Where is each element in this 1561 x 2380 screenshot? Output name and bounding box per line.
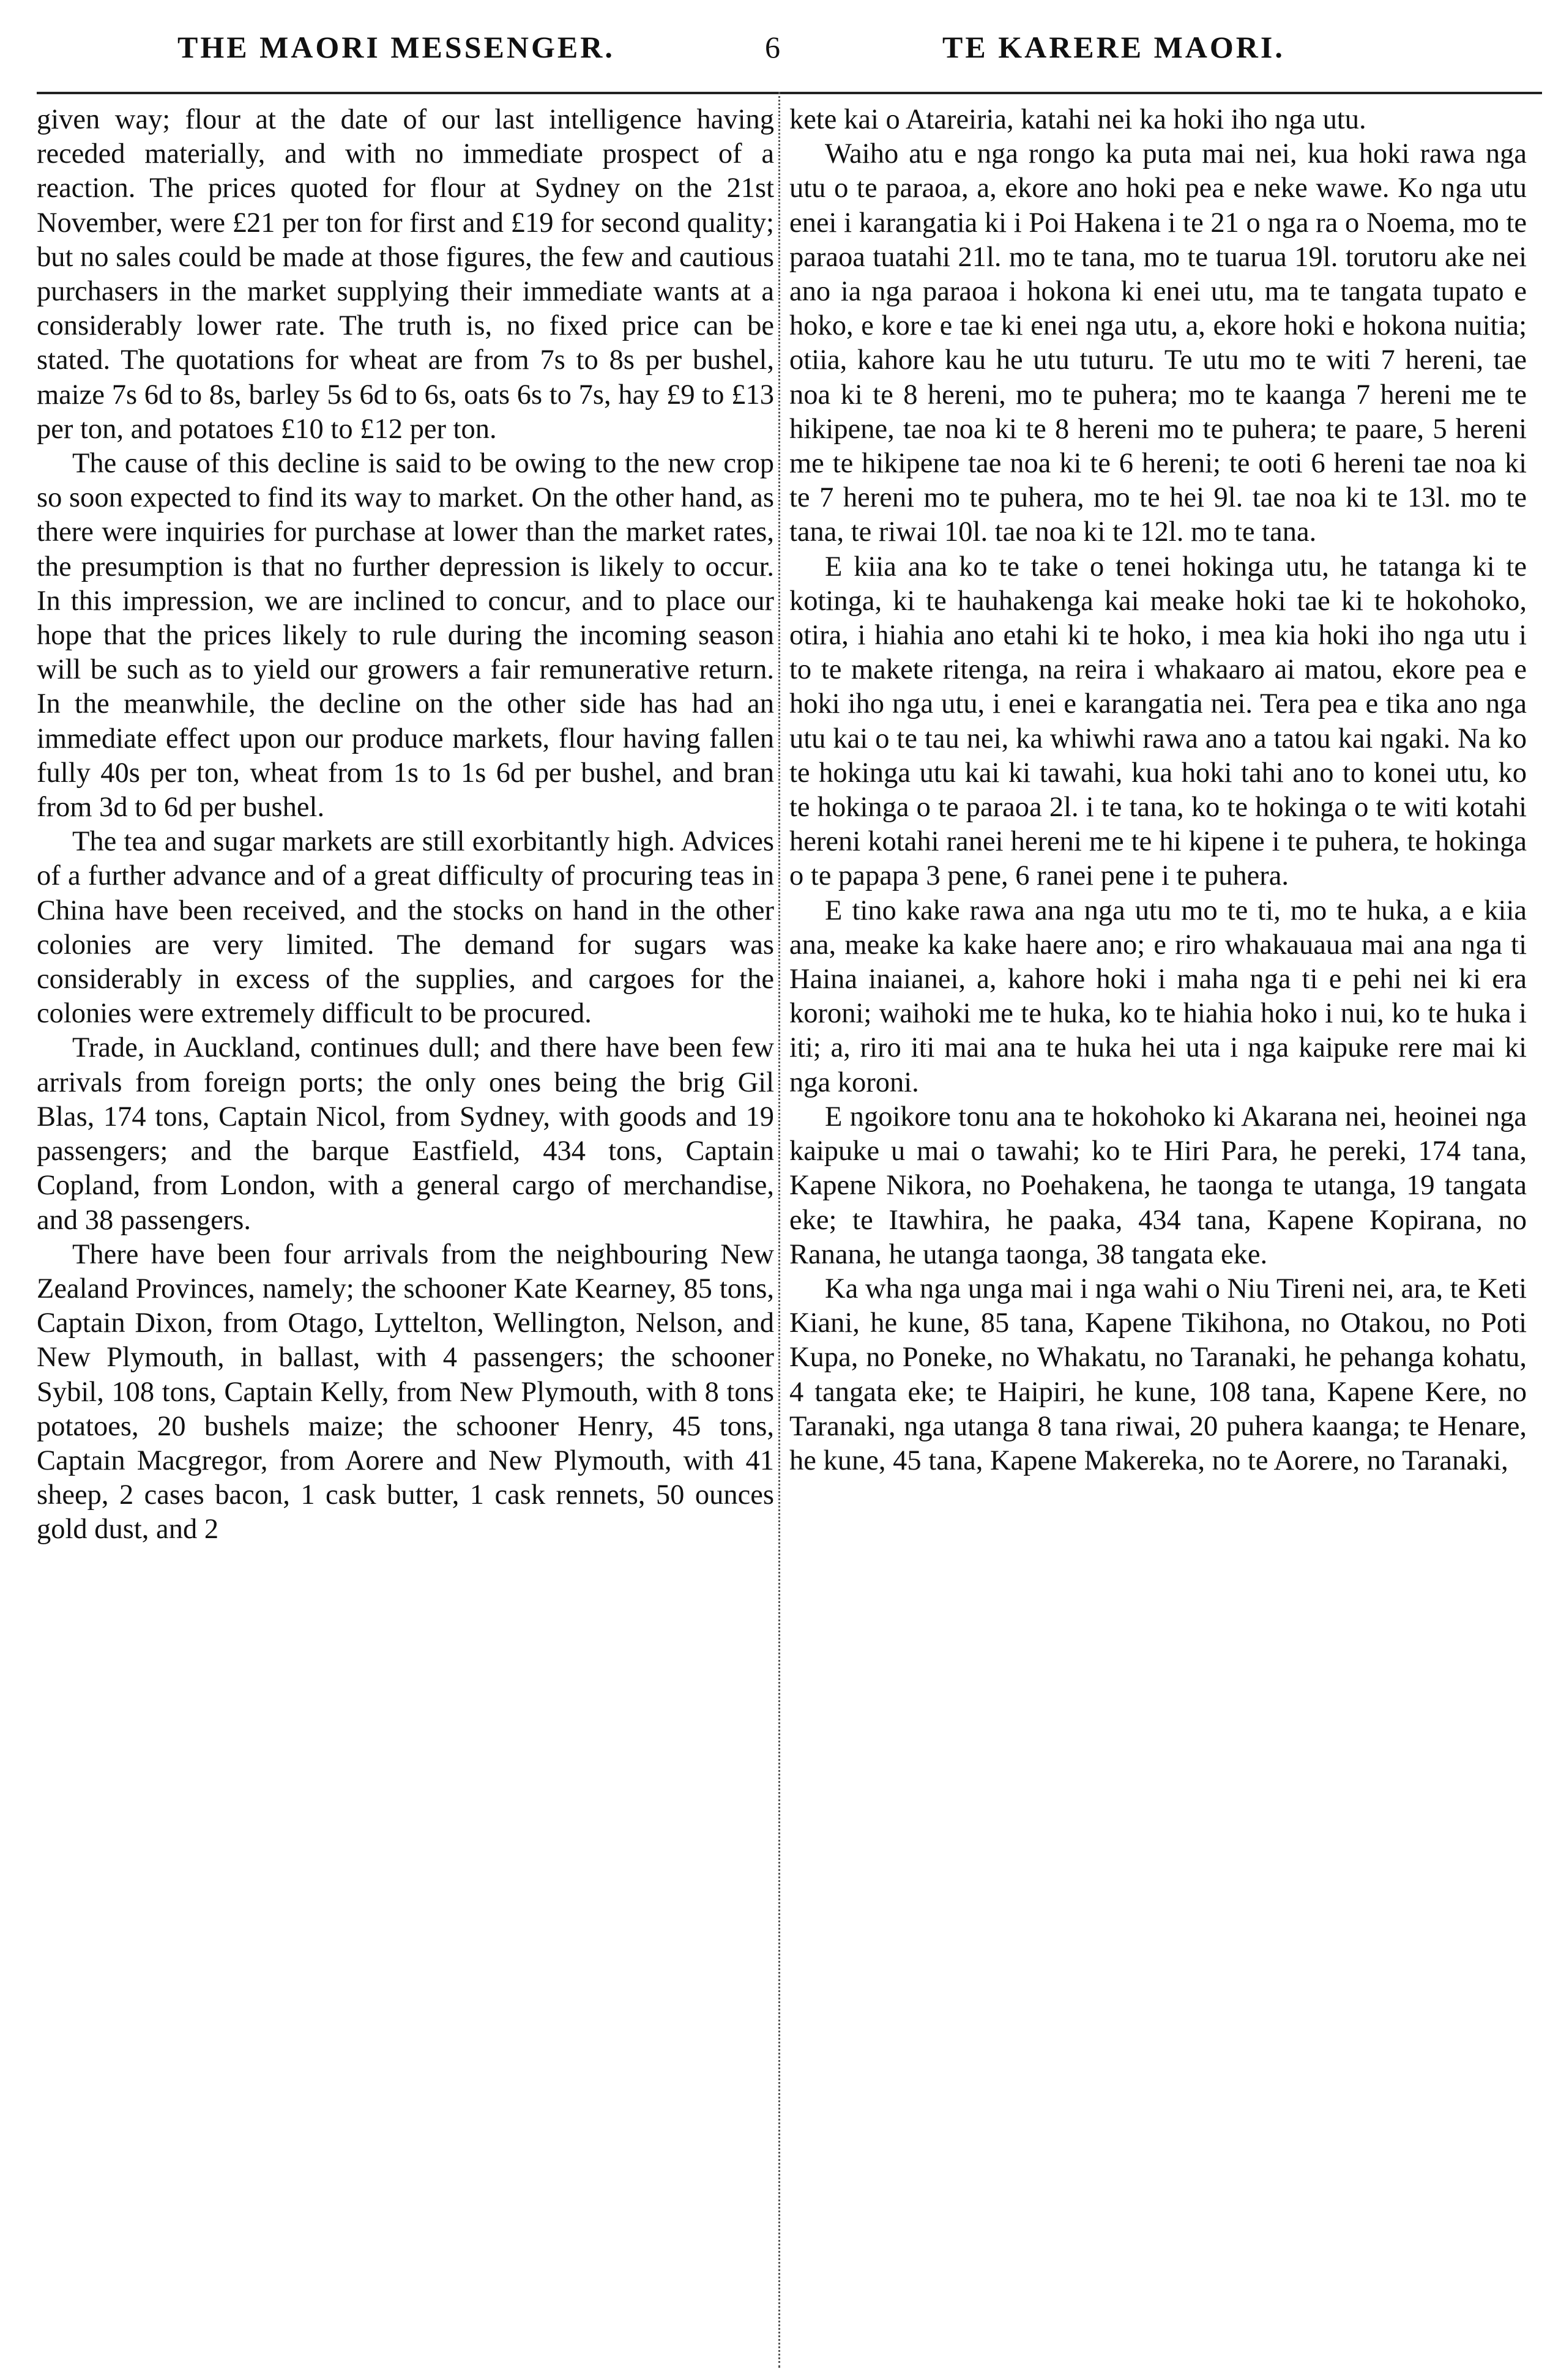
english-paragraph: given way; flour at the date of our last intelligence having receded materially, and with no immediate prospect of a reaction. The prices quoted for flour at Sydney on the 21st November, were £21 per ton for first and £19 for second quality; but no sales could be made at those figures, the few and cautious purchasers in the market supplying their immediate wants at a considerably lower rate. The truth is, no fixed price can be stated. The quotations for wheat are from 7s to 8s per bushel, maize 7s 6d to 8s, barley 5s 6d to 6s, oats 6s to 7s, hay £9 to £13 per ton, and potatoes £10 to £12 per ton. xyxy=(37,104,774,445)
maori-paragraph: E tino kake rawa ana nga utu mo te ti, mo te huka, a e kiia ana, meake ka kake haere ano; e riro whakauaua mai ana nga ti Haina inaianei, a, kahore hoki i maha nga ti e pehi nei ki era koroni; waihoki me te huka, ko te hiahia hoko i nui, ko te huka i iti; a, riro iti mai ana te huka hei uta i nga kaipuke rere mai ki nga koroni. xyxy=(789,894,1527,1098)
english-masthead: THE MAORI MESSENGER. xyxy=(177,30,615,64)
maori-paragraph: kete kai o Atareiria, katahi nei ka hoki iho nga utu. xyxy=(789,104,1366,135)
maori-paragraph: Waiho atu e nga rongo ka puta mai nei, kua hoki rawa nga utu o te paraoa, a, ekore ano hoki pea e neke wawe. Ko nga utu enei i karangatia ki i Poi Hakena i te 21 o nga ra o Noema, mo te paraoa tuatahi 21l. mo te tana, mo te tuarua 19l. torutoru ake nei ano ia nga paraoa i hokona ki enei utu, ma te tangata tupato e hoko, e kore e tae ki enei nga utu, a, ekore hoki e hokona nuitia; otiia, kahore kau he utu tuturu. Te utu mo te witi 7 hereni, tae noa ki te 8 hereni, mo te puhera; mo te kaanga 7 hereni me te hikipene, tae noa ki te 8 hereni mo te puhera; te paare, 5 hereni me te hikipene tae noa ki te 6 hereni; te ooti 6 hereni tae noa ki te 7 hereni mo te puhera, mo te hei 9l. tae noa ki te 13l. mo te tana, te riwai 10l. tae noa ki te 12l. mo te tana. xyxy=(789,138,1527,548)
english-paragraph: Trade, in Auckland, continues dull; and there have been few arrivals from foreign ports; the only ones being the brig Gil Blas, 174 tons, Captain Nicol, from Sydney, with goods and 19 passengers; and the barque Eastfield, 434 tons, Captain Copland, from London, with a general cargo of merchandise, and 38 passengers. xyxy=(37,1032,774,1236)
english-column xyxy=(37,103,774,1547)
maori-paragraph: Ka wha nga unga mai i nga wahi o Niu Tireni nei, ara, te Keti Kiani, he kune, 85 tana, Kapene Tikihona, no Otakou, no Poti Kupa, no Poneke, no Whakatu, no Taranaki, he pehanga kohatu, 4 tangata eke; te Haipiri, he kune, 108 tana, Kapene Kere, no Taranaki, nga utanga 8 tana riwai, 20 puhera kaanga; te Henare, he kune, 45 tana, Kapene Makereka, no te Aorere, no Taranaki, xyxy=(789,1273,1527,1476)
english-paragraph: The cause of this decline is said to be owing to the new crop so soon expected to find its way to market. On the other hand, as there were inquiries for purchase at lower than the market rates, the presumption is that no further depression is likely to occur. In this impression, we are inclined to concur, and to place our hope that the prices likely to rule during the incoming season will be such as to yield our growers a fair remunerative return. In the meanwhile, the decline on the other side has had an immediate effect upon our produce markets, flour having fallen fully 40s per ton, wheat from 1s to 1s 6d per bushel, and bran from 3d to 6d per bushel. xyxy=(37,448,774,824)
english-paragraph: There have been four arrivals from the neighbouring New Zealand Provinces, namely; the schooner Kate Kearney, 85 tons, Captain Dixon, from Otago, Lyttelton, Wellington, Nelson, and New Plymouth, in ballast, with 4 passengers; the schooner Sybil, 108 tons, Captain Kelly, from New Plymouth, with 8 tons potatoes, 20 bushels maize; the schooner Henry, 45 tons, Captain Macgregor, from Aorere and New Plymouth, with 41 sheep, 2 cases bacon, 1 cask butter, 1 cask rennets, 50 ounces gold dust, and 2 xyxy=(37,1238,774,1545)
english-paragraph: The tea and sugar markets are still exorbitantly high. Advices of a further advance and of a great difficulty of procuring teas in China have been received, and the stocks on hand in the other colonies are very limited. The demand for sugars was considerably in excess of the supplies, and cargoes for the colonies were extremely difficult to be procured. xyxy=(37,826,774,1030)
maori-paragraph: E kiia ana ko te take o tenei hokinga utu, he tatanga ki te kotinga, ki te hauhakenga kai meake hoki tae ki te hokohoko, otira, i hiahia ano etahi ki te hoko, i mea kia hoki iho nga utu i to te makete ritenga, na reira i whakaaro ai matou, ekore pea e hoki iho nga utu, i enei e karangatia nei. Tera pea e tika ano nga utu kai o te tau nei, ka whiwhi rawa ano a tatou kai ngaki. Na ko te hokinga utu kai ki tawahi, kua hoki tahi ano to konei utu, ko te hokinga o te paraoa 2l. i te tana, ko te hokinga o te witi kotahi hereni kotahi ranei hereni me te hi kipene i te puhera, te hokinga o te papapa 3 pene, 6 ranei pene i te puhera. xyxy=(789,551,1527,892)
maori-paragraph: E ngoikore tonu ana te hokohoko ki Akarana nei, heoinei nga kaipuke u mai o tawahi; ko te Hiri Para, he pereki, 174 tana, Kapene Nikora, no Poehakena, he taonga te utanga, 19 tangata eke; te Itawhira, he paaka, 434 tana, Kapene Kopirana, no Ranana, he utanga taonga, 38 tangata eke. xyxy=(789,1101,1527,1270)
maori-column xyxy=(789,103,1527,1478)
column-divider xyxy=(778,92,780,2368)
page-header xyxy=(0,29,1561,84)
page-number: 6 xyxy=(765,30,780,64)
maori-masthead: TE KARERE MAORI. xyxy=(942,30,1285,64)
header-rule xyxy=(37,92,1542,94)
